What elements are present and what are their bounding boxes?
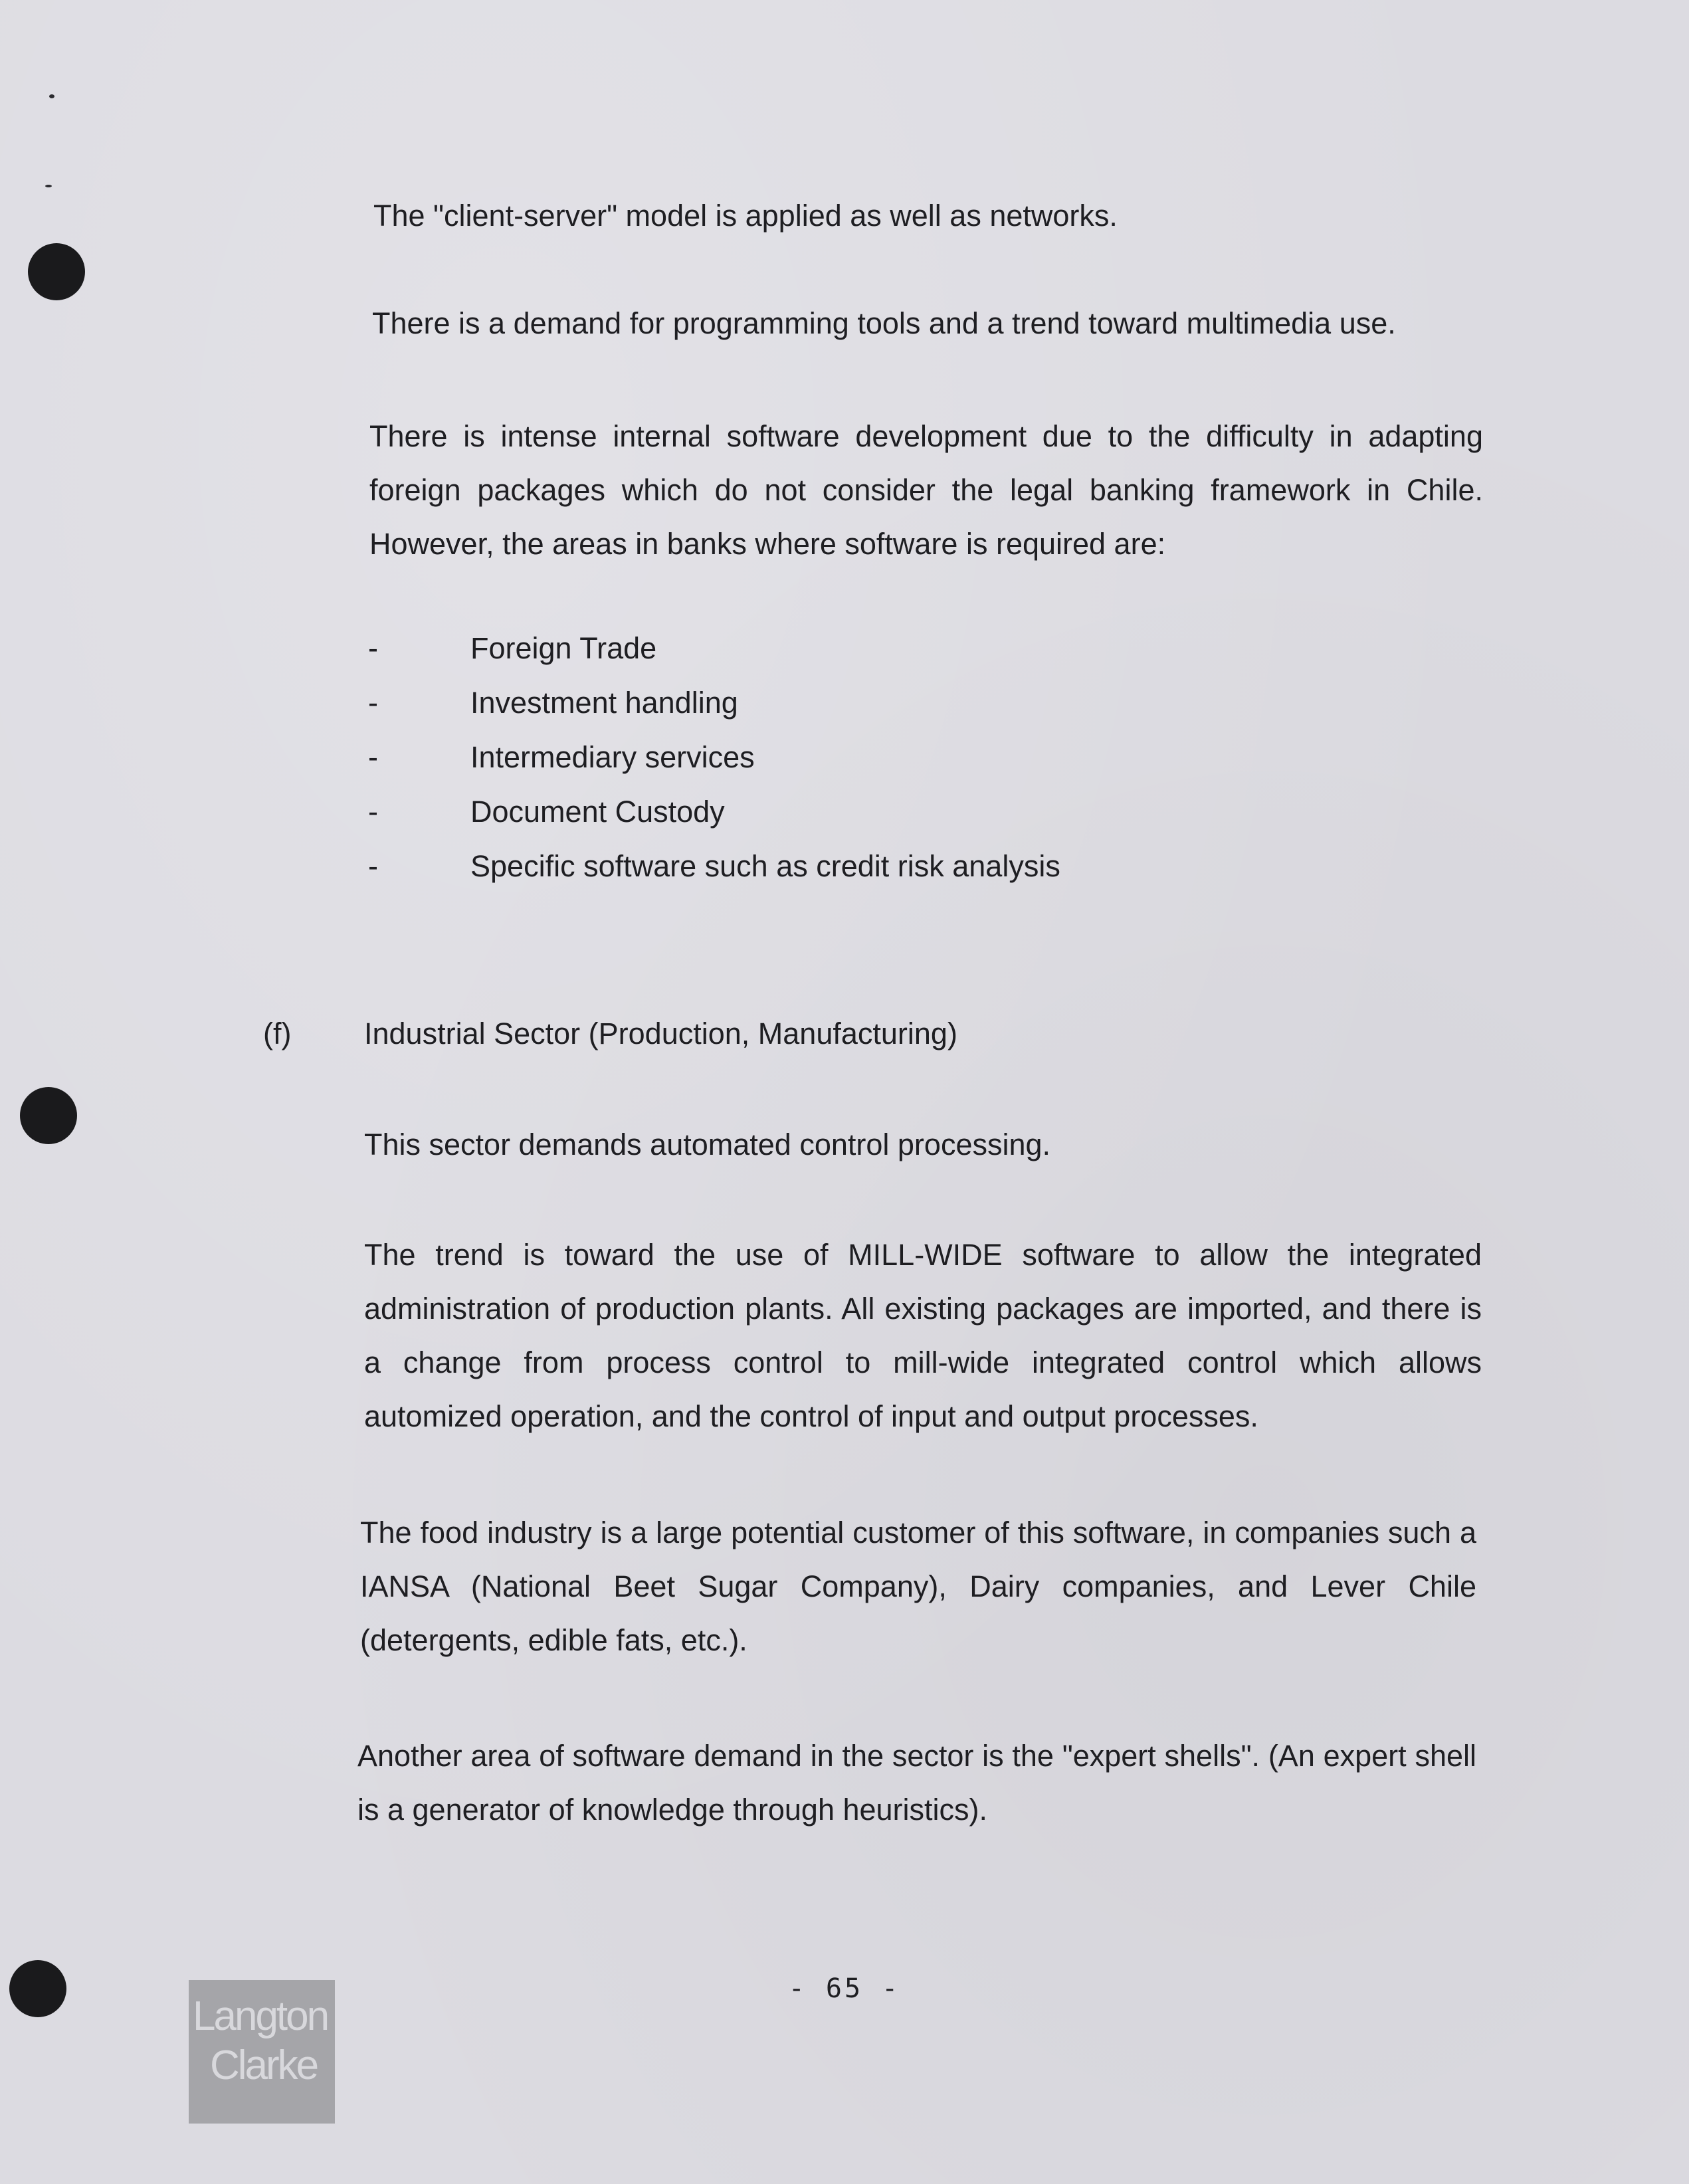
binder-hole-middle: [20, 1087, 77, 1144]
list-bullet: -: [368, 740, 378, 774]
list-bullet: -: [368, 795, 378, 829]
scan-speck: [49, 94, 54, 98]
scan-speck: [45, 185, 52, 187]
logo-wordmark: [193, 1992, 335, 2090]
logo-line-2: Clarke: [210, 2042, 318, 2088]
paragraph-food-industry: The food industry is a large potential customer of this software, in companies such a IANSA (National Beet Sugar Company), Dairy companies, and Lever Chile (detergents, edible fats, etc.).: [360, 1516, 1476, 1657]
langton-clarke-logo: [189, 1980, 335, 2124]
list-item-label: Specific software such as credit risk analysis: [470, 849, 1060, 883]
list-bullet: -: [368, 686, 378, 720]
section-title: Industrial Sector (Production, Manufacturing): [364, 1017, 957, 1050]
paragraph-expert-shells: Another area of software demand in the sector is the "expert shells". (An expert shell is a generator of knowledge through heuristics).: [357, 1739, 1476, 1827]
list-item-label: Investment handling: [470, 686, 738, 720]
binder-hole-top: [28, 243, 85, 300]
page-number: - 65 -: [788, 1973, 901, 2004]
paragraph-client-server: The "client-server" model is applied as well as networks.: [373, 199, 1118, 233]
list-bullet: -: [368, 631, 378, 665]
paragraph-automated-control: This sector demands automated control processing.: [364, 1128, 1051, 1161]
list-item-label: Document Custody: [470, 795, 725, 829]
paragraph-programming-tools: There is a demand for programming tools and a trend toward multimedia use.: [372, 306, 1396, 340]
paragraph-internal-development: There is intense internal software development due to the difficulty in adapting foreign packages which do not consider the legal banking framework in Chile. However, the areas in banks where software is required are:: [369, 419, 1483, 561]
list-item-label: Foreign Trade: [470, 631, 657, 665]
list-bullet: -: [368, 849, 378, 883]
section-marker: (f): [263, 1017, 292, 1050]
paragraph-mill-wide: The trend is toward the use of MILL-WIDE software to allow the integrated administration of production plants. All existing packages are imported, and there is a change from process control to mill-wide integrated control which allows automized operation, and the control of input and output processes.: [364, 1238, 1482, 1433]
logo-line-1: Langton: [193, 1993, 328, 2039]
list-item-label: Intermediary services: [470, 740, 755, 774]
